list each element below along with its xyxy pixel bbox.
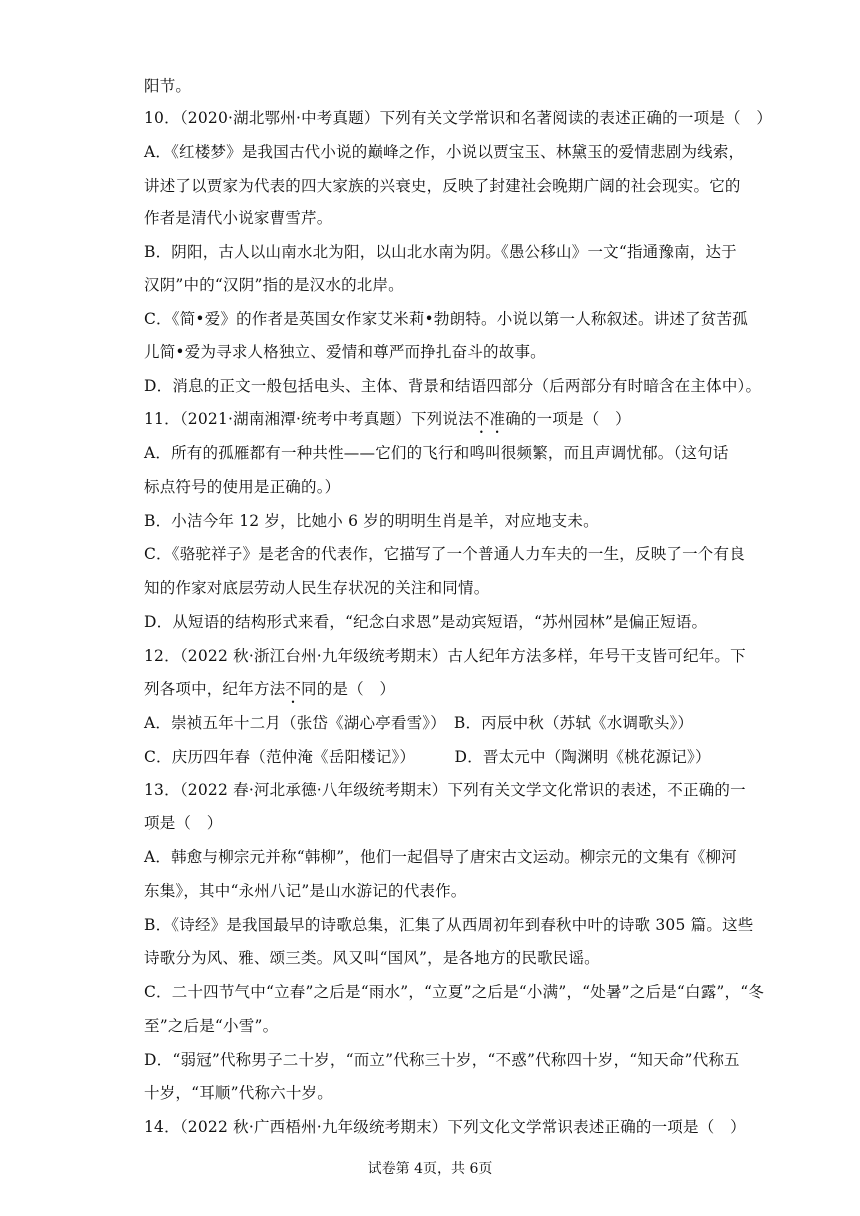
question-12: 12．（2022 秋·浙江台州·九年级统考期末）古人纪年方法多样，年号干支皆可纪年。下 — [144, 647, 746, 665]
text-line: 讲述了以贾家为代表的四大家族的兴衰史，反映了封建社会晚期广阔的社会现实。它的 — [144, 177, 741, 195]
emphasis-text: 不 — [285, 680, 302, 698]
option-a-line: A．所有的孤雁都有一种共性——它们的飞行和鸣叫很频繁，而且声调忧郁。（这句话 — [144, 444, 729, 462]
text-line: 汉阴”中的“汉阴”指的是汉水的北岸。 — [144, 276, 404, 294]
option-b-line: B．小洁今年 12 岁，比她小 6 岁的明明生肖是羊，对应地支未。 — [144, 512, 599, 530]
option-b-line: B．阴阳，古人以山南水北为阳，以山北水南为阴。《愚公移山》一文“指通豫南，达于 — [144, 243, 737, 261]
option-c-line: C．《骆驼祥子》是老舍的代表作，它描写了一个普通人力车夫的一生，反映了一个有良 — [144, 545, 745, 563]
text-line: 儿简•爱为寻求人格独立、爱情和尊严而挣扎奋斗的故事。 — [144, 343, 546, 361]
text-line: 诗歌分为风、雅、颂三类。风又叫“国风”，是各地方的民歌民谣。 — [144, 949, 600, 967]
text-line: 至”之后是“小雪”。 — [144, 1017, 279, 1035]
text-line: 阳节。 — [144, 77, 192, 95]
question-11 — [144, 408, 631, 437]
question-13: 13．（2022 春·河北承德·八年级统考期末）下列有关文学文化常识的表述，不正确的一 — [144, 781, 746, 799]
text-line: 标点符号的使用是正确的。） — [144, 478, 341, 496]
question-text: 列各项中，纪年方法 — [144, 680, 286, 698]
option-c-line: C．《简•爱》的作者是英国女作家艾米莉•勃朗特。小说以第一人称叙述。讲述了贫苦孤 — [144, 310, 748, 328]
option-d-line: D．消息的正文一般包括电头、主体、背景和结语四部分（后两部分有时暗含在主体中）。 — [144, 377, 762, 395]
question-text: 11．（2021·湖南湘潭·统考中考真题）下列说法 — [144, 410, 474, 428]
option-a-line: A．韩愈与柳宗元并称“韩柳”，他们一起倡导了唐宋古文运动。柳宗元的文集有《柳河 — [144, 848, 737, 866]
question-text: 同的是（ ） — [301, 680, 396, 698]
emphasis-text: 不准 — [473, 410, 506, 428]
options-ab-line: A．崇祯五年十二月（张岱《湖心亭看雪》） B．丙辰中秋（苏轼《水调歌头》） — [144, 714, 694, 732]
page-footer: 试卷第 4页，共 6页 — [367, 1161, 493, 1177]
option-d-line: D．从短语的结构形式来看，“纪念白求恩”是动宾短语，“苏州园林”是偏正短语。 — [144, 613, 708, 631]
text-line: 作者是清代小说家曹雪芹。 — [144, 209, 333, 227]
text-line: 知的作家对底层劳动人民生存状况的关注和同情。 — [144, 579, 490, 597]
question-12-cont — [144, 678, 395, 707]
text-line: 十岁，“耳顺”代称六十岁。 — [144, 1084, 333, 1102]
option-a-line: A．《红楼梦》是我国古代小说的巅峰之作，小说以贾宝玉、林黛玉的爱情悲剧为线索， — [144, 143, 745, 161]
question-14: 14．（2022 秋·广西梧州·九年级统考期末）下列文化文学常识表述正确的一项是（ ） — [144, 1118, 746, 1136]
option-d-line: D．“弱冠”代称男子二十岁，“而立”代称三十岁，“不惑”代称四十岁，“知天命”代称五 — [144, 1051, 740, 1069]
question-10: 10．（2020·湖北鄂州·中考真题）下列有关文学常识和名著阅读的表述正确的一项是（ ） — [144, 109, 773, 127]
option-c-line: C．二十四节气中“立春”之后是“雨水”，“立夏”之后是“小满”，“处暑”之后是“白露”，“冬 — [144, 983, 765, 1001]
option-b-line: B．《诗经》是我国最早的诗歌总集，汇集了从西周初年到春秋中叶的诗歌 305 篇。这些 — [144, 916, 754, 934]
options-cd-line: C．庆历四年春（范仲淹《岳阳楼记》） D．晋太元中（陶渊明《桃花源记》） — [144, 748, 711, 766]
question-text: 确的一项是（ ） — [505, 410, 631, 428]
text-line: 项是（ ） — [144, 814, 223, 832]
text-line: 东集》，其中“永州八记”是山水游记的代表作。 — [144, 882, 467, 900]
